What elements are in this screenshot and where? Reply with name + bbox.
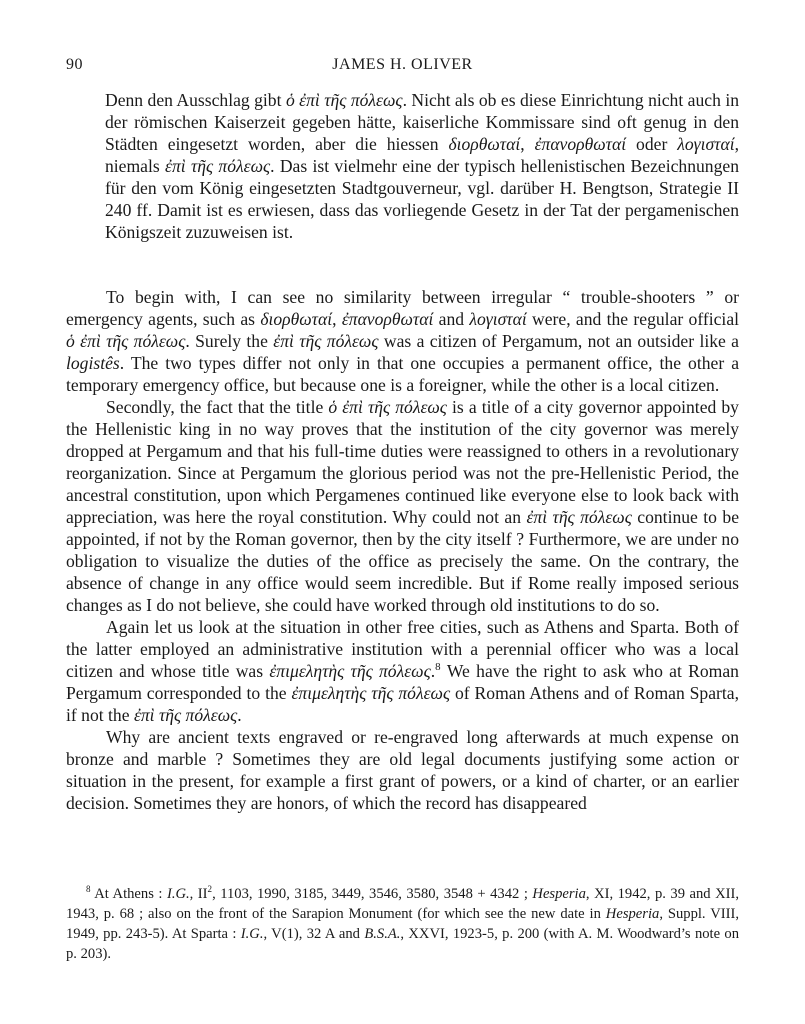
footnote-text: , Suppl. VIII, 1949, pp. 243-5). At Sparta : <box>66 906 739 942</box>
footnote-8 <box>66 884 739 964</box>
paragraph-2 <box>66 396 739 616</box>
paragraph-text: , <box>332 309 337 329</box>
quote-text: . Das ist vielmehr eine der typisch hellenistischen Bezeichnungen für den vom König eingesetzten Stadtgouverneur, vgl. darüber H. Bengtson, Strategie II 240 ff. Damit ist es erwiesen, dass das vorliegende Gesetz in der Tat der pergamenischen Königszeit zuzuweisen ist. <box>105 156 739 242</box>
greek-term: ἐπανορθωταί <box>341 309 434 329</box>
paragraph-text: . <box>237 705 242 725</box>
italic-term: B.S.A. <box>364 926 401 942</box>
paragraph-text: Why are ancient texts engraved or re-engraved long afterwards at much expense on bronze and marble ? Sometimes they are old legal documents justifying some action or situation in the present, for example a first grant of powers, or a kind of charter, or an earlier decision. Sometimes they are honors, of which the record has disappeared <box>66 727 739 813</box>
body-text <box>66 286 739 814</box>
paragraph-text: . Surely the <box>185 331 268 351</box>
greek-term: λογισταί <box>677 134 735 154</box>
greek-term: ἐπὶ τῆς πόλεως <box>165 156 271 176</box>
greek-term: ἐπανορθωταί <box>534 134 627 154</box>
italic-term: I.G. <box>240 926 264 942</box>
paragraph-text: were, and the regular official <box>532 309 740 329</box>
footnote-text: , XXVI, 1923-5, p. 200 (with A. M. Woodward’s note on p. 203). <box>66 926 739 962</box>
paragraph-text: . The two types differ not only in that one occupies a permanent office, the other a temporary emergency office, but because one is a foreigner, while the other is a local citizen. <box>66 353 739 395</box>
greek-term: ἐπὶ τῆς πόλεως <box>526 507 632 527</box>
footnotes <box>66 884 739 964</box>
page-number: 90 <box>66 56 83 73</box>
paragraph-text: and <box>438 309 465 329</box>
superscript: 2 <box>207 884 213 895</box>
paragraph-4 <box>66 726 739 814</box>
greek-term: ὁ ἐπὶ τῆς πόλεως <box>285 90 403 110</box>
paragraph-3 <box>66 616 739 726</box>
quote-text: , <box>520 134 525 154</box>
paragraph-text: . <box>430 661 436 681</box>
greek-term: ἐπιμελητὴς τῆς πόλεως <box>269 661 431 681</box>
footnote-text: , V(1), 32 A and <box>263 926 360 942</box>
german-quotation <box>105 89 739 243</box>
greek-term: ἐπιμελητὴς τῆς πόλεως <box>291 683 451 703</box>
paragraph-text: We have the right to ask who at Roman Pergamum corresponded to the <box>66 661 739 703</box>
paragraph-text: of Roman Athens and of Roman Sparta, if not the <box>66 683 739 725</box>
greek-term: ὁ ἐπὶ τῆς πόλεως <box>66 331 186 351</box>
quote-text: oder <box>636 134 668 154</box>
quote-text: . Nicht als ob es diese Einrichtung nicht auch in der römischen Kaiserzeit gegeben hätte, kaiserliche Kommissare sind oft genug in den Städten eingesetzt worden, aber die hiessen <box>105 90 739 154</box>
quote-text: Denn den Ausschlag gibt <box>105 90 282 110</box>
footnote-text: , XI, 1942, p. 39 and XII, 1943, p. 68 ; also on the front of the Sarapion Monument (for which see the new date in <box>66 886 739 922</box>
paragraph-1 <box>66 286 739 396</box>
footnote-mark: 8 <box>86 884 91 895</box>
paragraph-text: To begin with, I can see no similarity between irregular “ trouble-shooters ” or emergency agents, such as <box>66 287 739 329</box>
page-header <box>66 56 739 78</box>
paragraph-text: continue to be appointed, if not by the Roman governor, then by the city itself ? Furthermore, we are under no obligation to visualize the duties of the office as precisely the same. On the contrary, the absence of change in any office would seem incredible. But if Rome really imposed serious changes as I do not believe, she could have worked through old institutions to do so. <box>66 507 740 615</box>
quote-paragraph <box>105 89 739 243</box>
footnote-text: , 1103, 1990, 3185, 3449, 3546, 3580, 3548 + 4342 ; <box>212 886 528 902</box>
paragraph-text: is a title of a city governor appointed by the Hellenistic king in no way proves that the institution of the city governor was merely dropped at Pergamum and that his full-time duties were reassigned to others in a revolutionary reorganization. Since at Pergamum the glorious period was not the pre-Hellenistic Period, the ancestral constitution, upon which Pergamenes continued like everyone else to look back with appreciation, was here the royal constitution. Why could not an <box>66 397 739 527</box>
greek-term: διορθωταί <box>448 134 521 154</box>
greek-term: ἐπὶ τῆς πόλεως <box>133 705 238 725</box>
quote-text: , niemals <box>105 134 739 176</box>
italic-term: Hesperia <box>605 906 660 922</box>
italic-term: Hesperia <box>532 886 586 902</box>
running-head: JAMES H. OLIVER <box>332 56 473 73</box>
paragraph-text: Again let us look at the situation in other free cities, such as Athens and Sparta. Both of the latter employed an administrative institution with a perennial officer who was a local citizen and whose title was <box>66 617 739 681</box>
footnote-text: , II <box>189 886 208 902</box>
italic-term: logistês <box>66 353 120 373</box>
paragraph-text: Secondly, the fact that the title <box>106 397 324 417</box>
greek-term: ἐπὶ τῆς πόλεως <box>273 331 379 351</box>
greek-term: λογισταί <box>469 309 527 329</box>
footnote-reference: 8 <box>435 661 441 674</box>
greek-term: ὁ ἐπὶ τῆς πόλεως <box>328 397 447 417</box>
footnote-text: At Athens : <box>94 886 163 902</box>
paragraph-text: was a citizen of Pergamum, not an outsider like a <box>383 331 739 351</box>
greek-term: διορθωταί <box>260 309 333 329</box>
italic-term: I.G. <box>166 886 190 902</box>
